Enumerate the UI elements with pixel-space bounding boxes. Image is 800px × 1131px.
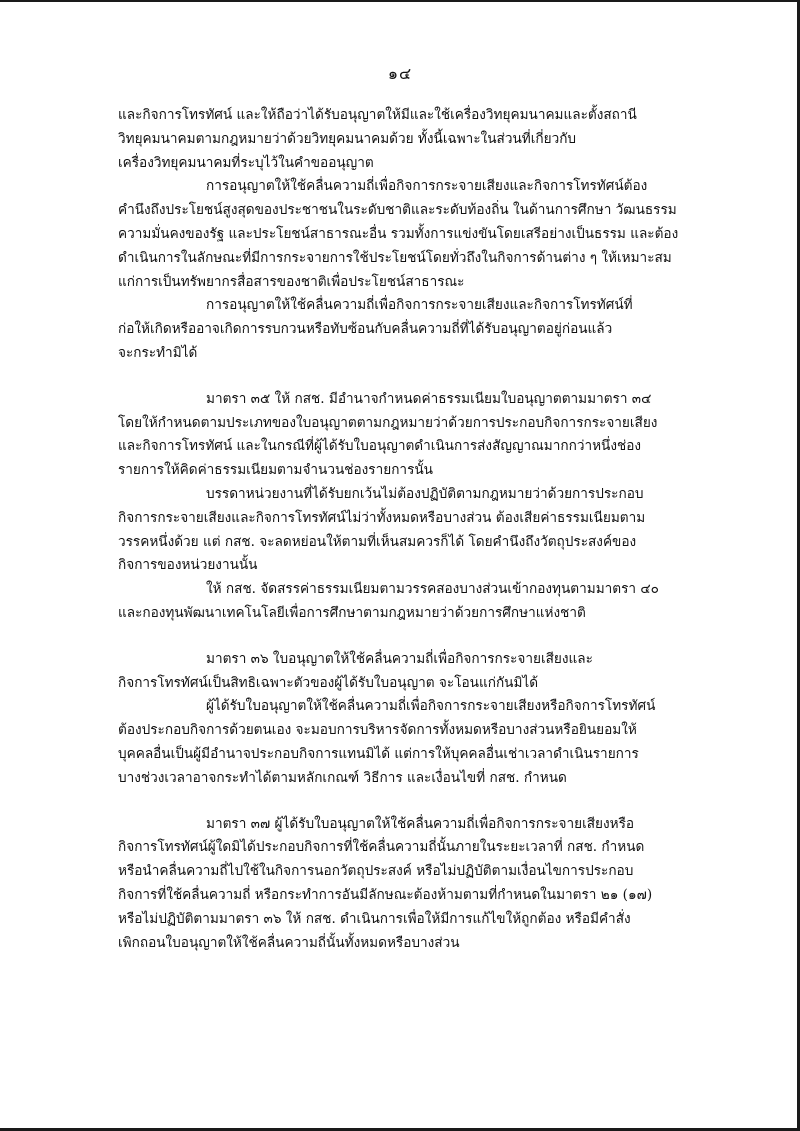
text-line: จะกระทำมิได้ (118, 344, 198, 361)
text-line: กิจการของหน่วยงานนั้น (118, 557, 258, 574)
text-line: ดำเนินการในลักษณะที่มีการกระจายการใช้ประโยชน์โดยทั่วถึงในกิจการด้านต่าง ๆ ให้เหมาะสม (118, 249, 672, 266)
text-line: ให้ กสช. จัดสรรค่าธรรมเนียมตามวรรคสองบางส่วนเข้ากองทุนตามมาตรา ๔๐ (206, 581, 659, 598)
section-heading-line: มาตรา ๓๕ ให้ กสช. มีอำนาจกำหนดค่าธรรมเนียมใบอนุญาตตามมาตรา ๓๔ (206, 390, 652, 407)
text-line: กิจการที่ใช้คลื่นความถี่ หรือกระทำการอันมีลักษณะต้องห้ามตามที่กำหนดในมาตรา ๒๑ (๑๗) (118, 886, 653, 903)
text-line: คำนึงถึงประโยชน์สูงสุดของประชาชนในระดับชาติและระดับท้องถิ่น ในด้านการศึกษา วัฒนธรรม (118, 202, 677, 219)
text-line: กิจการโทรทัศน์ผู้ใดมิได้ประกอบกิจการที่ใช้คลื่นความถี่นั้นภายในระยะเวลาที่ กสช. กำหนด (118, 839, 645, 856)
section-37 (118, 813, 678, 956)
section-36 (118, 648, 678, 791)
text-line: และกองทุนพัฒนาเทคโนโลยีเพื่อการศึกษาตามกฎหมายว่าด้วยการศึกษาแห่งชาติ (118, 604, 586, 621)
section-gap (118, 791, 678, 813)
scan-border-top (0, 0, 800, 2)
text-line: กิจการกระจายเสียงและกิจการโทรทัศน์ไม่ว่าทั้งหมดหรือบางส่วน ต้องเสียค่าธรรมเนียมตาม (118, 509, 646, 526)
section-heading-line: มาตรา ๓๖ ใบอนุญาตให้ใช้คลื่นความถี่เพื่อกิจการกระจายเสียงและ (206, 650, 593, 667)
text-line: วิทยุคมนาคมตามกฎหมายว่าด้วยวิทยุคมนาคมด้วย ทั้งนี้เฉพาะในส่วนที่เกี่ยวกับ (118, 130, 577, 147)
section-gap (118, 626, 678, 648)
text-line: การอนุญาตให้ใช้คลื่นความถี่เพื่อกิจการกระจายเสียงและกิจการโทรทัศน์ต้อง (206, 178, 648, 195)
page-number: ๑๔ (387, 64, 413, 83)
text-line: โดยให้กำหนดตามประเภทของใบอนุญาตตามกฎหมายว่าด้วยการประกอบกิจการกระจายเสียง (118, 414, 658, 431)
document-body (118, 104, 678, 955)
text-line: บรรดาหน่วยงานที่ได้รับยกเว้นไม่ต้องปฏิบัติตามกฎหมายว่าด้วยการประกอบ (206, 485, 644, 502)
section-35 (118, 388, 678, 626)
text-line: และกิจการโทรทัศน์ และให้ถือว่าได้รับอนุญาตให้มีและใช้เครื่องวิทยุคมนาคมและตั้งสถานี (118, 107, 637, 123)
paragraph-continuation (118, 104, 678, 175)
text-line: เพิกถอนใบอนุญาตให้ใช้คลื่นความถี่นั้นทั้งหมดหรือบางส่วน (118, 934, 460, 951)
paragraph-frequency-allocation (118, 175, 678, 294)
section-heading-line: มาตรา ๓๗ ผู้ได้รับใบอนุญาตให้ใช้คลื่นความถี่เพื่อกิจการกระจายเสียงหรือ (206, 815, 635, 832)
text-line: ก่อให้เกิดหรืออาจเกิดการรบกวนหรือทับซ้อนกับคลื่นความถี่ที่ได้รับอนุญาตอยู่ก่อนแล้ว (118, 321, 613, 338)
text-line: ต้องประกอบกิจการด้วยตนเอง จะมอบการบริหารจัดการทั้งหมดหรือบางส่วนหรือยินยอมให้ (118, 722, 637, 739)
text-line: การอนุญาตให้ใช้คลื่นความถี่เพื่อกิจการกระจายเสียงและกิจการโทรทัศน์ที่ (206, 297, 633, 314)
text-line: หรือนำคลื่นความถี่ไปใช้ในกิจการนอกวัตถุประสงค์ หรือไม่ปฏิบัติตามเงื่อนไขการประกอบ (118, 863, 634, 880)
text-line: บุคคลอื่นเป็นผู้มีอำนาจประกอบกิจการแทนมิได้ แต่การให้บุคคลอื่นเช่าเวลาดำเนินรายการ (118, 745, 639, 762)
text-line: แก่การเป็นทรัพยากรสื่อสารของชาติเพื่อประโยชน์สาธารณะ (118, 273, 465, 290)
section-gap (118, 366, 678, 388)
text-line: รายการให้คิดค่าธรรมเนียมตามจำนวนช่องรายการนั้น (118, 462, 433, 479)
text-line: กิจการโทรทัศน์เป็นสิทธิเฉพาะตัวของผู้ได้รับใบอนุญาต จะโอนแก่กันมิได้ (118, 674, 539, 691)
text-line: ผู้ได้รับใบอนุญาตให้ใช้คลื่นความถี่เพื่อกิจการกระจายเสียงหรือกิจการโทรทัศน์ (206, 698, 656, 715)
paragraph-interference (118, 294, 678, 365)
text-line: และกิจการโทรทัศน์ และในกรณีที่ผู้ได้รับใบอนุญาตดำเนินการส่งสัญญาณมากกว่าหนึ่งช่อง (118, 438, 642, 455)
text-line: หรือไม่ปฏิบัติตามมาตรา ๓๖ ให้ กสช. ดำเนินการเพื่อให้มีการแก้ไขให้ถูกต้อง หรือมีคำสั่ง (118, 910, 631, 927)
text-line: เครื่องวิทยุคมนาคมที่ระบุไว้ในคำขออนุญาต (118, 154, 374, 171)
text-line: วรรคหนึ่งด้วย แต่ กสช. จะลดหย่อนให้ตามที่เห็นสมควรก็ได้ โดยคำนึงถึงวัตถุประสงค์ของ (118, 533, 637, 550)
text-line: บางช่วงเวลาอาจกระทำได้ตามหลักเกณฑ์ วิธีการ และเงื่อนไขที่ กสช. กำหนด (118, 769, 567, 786)
text-line: ความมั่นคงของรัฐ และประโยชน์สาธารณะอื่น รวมทั้งการแข่งขันโดยเสรีอย่างเป็นธรรม และต้อง (118, 225, 679, 242)
